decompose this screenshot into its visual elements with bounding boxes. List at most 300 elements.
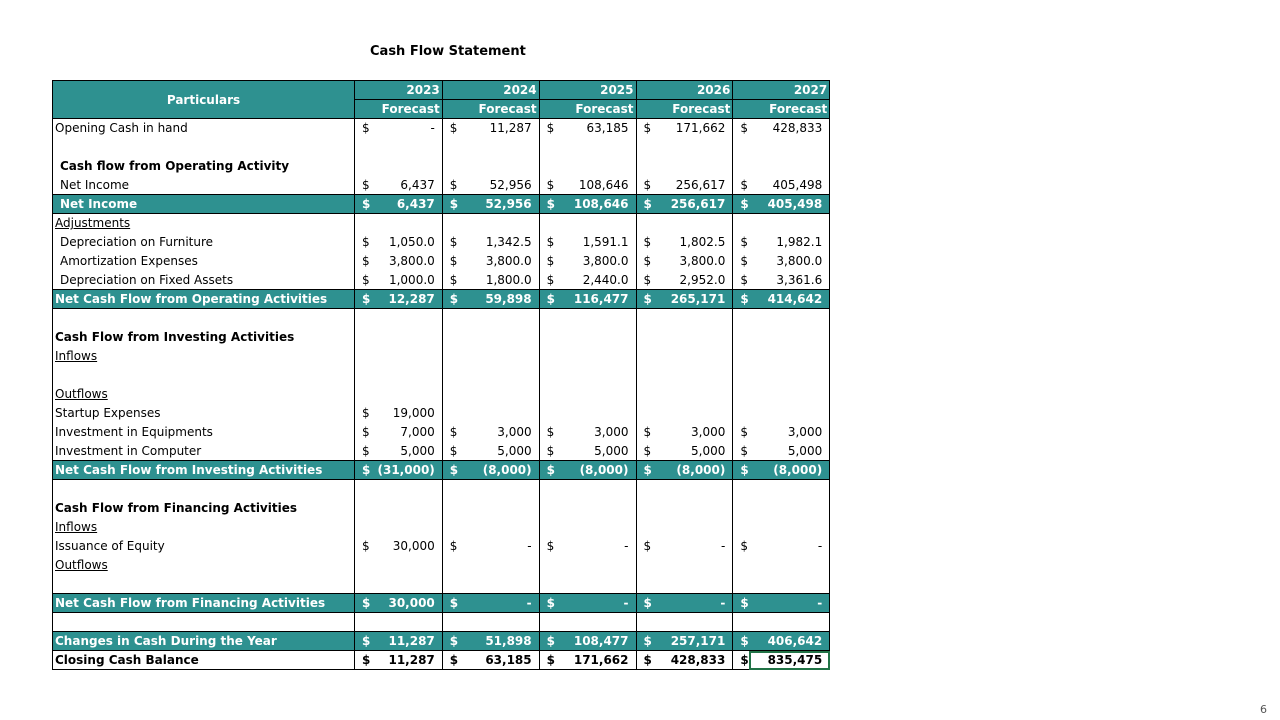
currency-cell[interactable]: $ [442, 651, 458, 670]
value-cell[interactable] [652, 480, 733, 499]
currency-cell[interactable] [636, 328, 652, 347]
currency-cell[interactable] [733, 157, 749, 176]
currency-cell[interactable] [442, 157, 458, 176]
value-cell[interactable] [652, 556, 733, 575]
value-cell[interactable]: 59,898 [458, 290, 539, 309]
currency-cell[interactable]: $ [539, 537, 555, 556]
value-cell[interactable] [555, 575, 636, 594]
value-cell[interactable]: (31,000) [378, 461, 443, 480]
row-label[interactable]: Changes in Cash During the Year [53, 632, 355, 651]
currency-cell[interactable] [636, 556, 652, 575]
value-cell[interactable] [652, 138, 733, 157]
value-cell[interactable] [652, 366, 733, 385]
value-cell[interactable]: 3,800.0 [652, 252, 733, 271]
value-cell[interactable]: - [555, 594, 636, 613]
currency-cell[interactable]: $ [539, 252, 555, 271]
currency-cell[interactable] [733, 309, 749, 328]
currency-cell[interactable] [636, 347, 652, 366]
value-cell[interactable] [378, 138, 443, 157]
currency-cell[interactable] [539, 613, 555, 632]
value-cell[interactable] [555, 157, 636, 176]
currency-cell[interactable] [733, 404, 749, 423]
currency-cell[interactable]: $ [355, 176, 378, 195]
currency-cell[interactable]: $ [355, 651, 378, 670]
value-cell[interactable] [458, 556, 539, 575]
row-label[interactable]: Net Income [53, 176, 355, 195]
currency-cell[interactable]: $ [636, 651, 652, 670]
value-cell[interactable]: - [652, 537, 733, 556]
value-cell[interactable] [378, 480, 443, 499]
empty-cell[interactable] [53, 138, 355, 157]
header-forecast[interactable]: Forecast [355, 100, 443, 119]
currency-cell[interactable] [539, 214, 555, 233]
currency-cell[interactable]: $ [355, 461, 378, 480]
value-cell[interactable]: 2,952.0 [652, 271, 733, 290]
value-cell[interactable] [555, 138, 636, 157]
value-cell[interactable] [458, 499, 539, 518]
value-cell[interactable]: - [652, 594, 733, 613]
currency-cell[interactable]: $ [355, 632, 378, 651]
value-cell[interactable]: 63,185 [458, 651, 539, 670]
currency-cell[interactable]: $ [733, 176, 749, 195]
currency-cell[interactable] [733, 366, 749, 385]
row-label[interactable]: Opening Cash in hand [53, 119, 355, 138]
value-cell[interactable]: 3,800.0 [378, 252, 443, 271]
value-cell[interactable]: 2,440.0 [555, 271, 636, 290]
currency-cell[interactable] [539, 575, 555, 594]
currency-cell[interactable]: $ [733, 233, 749, 252]
value-cell[interactable]: 63,185 [555, 119, 636, 138]
currency-cell[interactable] [636, 575, 652, 594]
value-cell[interactable] [458, 347, 539, 366]
header-year[interactable]: 2024 [442, 81, 539, 100]
value-cell[interactable] [458, 309, 539, 328]
currency-cell[interactable] [442, 328, 458, 347]
value-cell[interactable]: 1,982.1 [749, 233, 830, 252]
currency-cell[interactable]: $ [636, 195, 652, 214]
currency-cell[interactable] [355, 518, 378, 537]
value-cell[interactable]: 405,498 [749, 176, 830, 195]
value-cell[interactable] [458, 157, 539, 176]
value-cell[interactable] [555, 613, 636, 632]
currency-cell[interactable] [355, 499, 378, 518]
row-label[interactable]: Investment in Computer [53, 442, 355, 461]
value-cell[interactable]: 1,800.0 [458, 271, 539, 290]
header-year[interactable]: 2026 [636, 81, 733, 100]
value-cell[interactable] [378, 347, 443, 366]
currency-cell[interactable]: $ [733, 271, 749, 290]
value-cell[interactable] [749, 499, 830, 518]
currency-cell[interactable]: $ [442, 271, 458, 290]
currency-cell[interactable] [355, 157, 378, 176]
value-cell[interactable] [378, 366, 443, 385]
value-cell[interactable]: - [458, 594, 539, 613]
value-cell[interactable] [378, 575, 443, 594]
value-cell[interactable]: 3,800.0 [458, 252, 539, 271]
currency-cell[interactable]: $ [355, 195, 378, 214]
value-cell[interactable] [652, 309, 733, 328]
currency-cell[interactable]: $ [355, 442, 378, 461]
value-cell[interactable]: 3,800.0 [749, 252, 830, 271]
empty-cell[interactable] [53, 613, 355, 632]
value-cell[interactable] [749, 404, 830, 423]
currency-cell[interactable]: $ [539, 271, 555, 290]
value-cell[interactable]: 5,000 [458, 442, 539, 461]
currency-cell[interactable] [636, 480, 652, 499]
value-cell[interactable]: - [458, 537, 539, 556]
currency-cell[interactable]: $ [733, 195, 749, 214]
value-cell[interactable]: 116,477 [555, 290, 636, 309]
value-cell[interactable]: 3,000 [555, 423, 636, 442]
value-cell[interactable]: - [749, 537, 830, 556]
currency-cell[interactable]: $ [539, 423, 555, 442]
header-particulars[interactable]: Particulars [53, 81, 355, 119]
value-cell[interactable] [652, 347, 733, 366]
value-cell[interactable]: 3,361.6 [749, 271, 830, 290]
value-cell[interactable] [458, 214, 539, 233]
value-cell[interactable] [378, 385, 443, 404]
value-cell[interactable]: - [378, 119, 443, 138]
value-cell[interactable]: - [555, 537, 636, 556]
currency-cell[interactable] [539, 404, 555, 423]
value-cell[interactable] [652, 328, 733, 347]
currency-cell[interactable] [539, 518, 555, 537]
value-cell[interactable] [555, 404, 636, 423]
value-cell[interactable]: - [749, 594, 830, 613]
value-cell[interactable] [555, 385, 636, 404]
row-label[interactable] [53, 347, 355, 366]
currency-cell[interactable] [442, 385, 458, 404]
value-cell[interactable] [378, 613, 443, 632]
value-cell[interactable] [555, 518, 636, 537]
currency-cell[interactable] [539, 366, 555, 385]
currency-cell[interactable]: $ [442, 252, 458, 271]
currency-cell[interactable] [355, 480, 378, 499]
value-cell[interactable] [555, 556, 636, 575]
currency-cell[interactable]: $ [539, 290, 555, 309]
currency-cell[interactable]: $ [733, 119, 749, 138]
currency-cell[interactable]: $ [442, 461, 458, 480]
value-cell[interactable] [652, 157, 733, 176]
row-label[interactable]: Net Cash Flow from Operating Activities [53, 290, 355, 309]
header-forecast[interactable]: Forecast [636, 100, 733, 119]
value-cell[interactable]: 7,000 [378, 423, 443, 442]
currency-cell[interactable]: $ [733, 252, 749, 271]
value-cell[interactable]: 1,802.5 [652, 233, 733, 252]
currency-cell[interactable]: $ [442, 290, 458, 309]
currency-cell[interactable]: $ [636, 252, 652, 271]
value-cell[interactable] [749, 328, 830, 347]
value-cell[interactable]: 171,662 [652, 119, 733, 138]
currency-cell[interactable]: $ [442, 537, 458, 556]
row-label[interactable]: Depreciation on Furniture [53, 233, 355, 252]
currency-cell[interactable] [355, 385, 378, 404]
value-cell[interactable]: (8,000) [749, 461, 830, 480]
value-cell[interactable] [555, 328, 636, 347]
currency-cell[interactable] [442, 366, 458, 385]
currency-cell[interactable] [636, 499, 652, 518]
value-cell[interactable] [458, 613, 539, 632]
row-label[interactable]: Net Income [53, 195, 355, 214]
value-cell[interactable]: 3,000 [749, 423, 830, 442]
currency-cell[interactable] [442, 480, 458, 499]
currency-cell[interactable]: $ [442, 632, 458, 651]
value-cell[interactable]: 414,642 [749, 290, 830, 309]
value-cell[interactable]: 52,956 [458, 176, 539, 195]
currency-cell[interactable] [442, 556, 458, 575]
currency-cell[interactable] [442, 347, 458, 366]
value-cell[interactable] [652, 499, 733, 518]
currency-cell[interactable] [539, 385, 555, 404]
currency-cell[interactable]: $ [636, 290, 652, 309]
currency-cell[interactable]: $ [355, 119, 378, 138]
currency-cell[interactable]: $ [355, 290, 378, 309]
currency-cell[interactable]: $ [442, 233, 458, 252]
currency-cell[interactable] [636, 385, 652, 404]
empty-cell[interactable] [53, 480, 355, 499]
currency-cell[interactable] [442, 613, 458, 632]
value-cell[interactable]: 6,437 [378, 195, 443, 214]
currency-cell[interactable] [733, 556, 749, 575]
currency-cell[interactable] [539, 480, 555, 499]
value-cell[interactable] [378, 157, 443, 176]
value-cell[interactable]: 835,475 [749, 651, 830, 670]
currency-cell[interactable]: $ [733, 290, 749, 309]
value-cell[interactable] [458, 575, 539, 594]
currency-cell[interactable] [733, 347, 749, 366]
header-year[interactable]: 2025 [539, 81, 636, 100]
value-cell[interactable]: 11,287 [378, 651, 443, 670]
value-cell[interactable] [749, 556, 830, 575]
currency-cell[interactable]: $ [355, 233, 378, 252]
value-cell[interactable] [555, 480, 636, 499]
header-forecast[interactable]: Forecast [733, 100, 830, 119]
currency-cell[interactable] [733, 575, 749, 594]
row-label[interactable]: Cash flow from Operating Activity [53, 157, 355, 176]
value-cell[interactable] [652, 214, 733, 233]
value-cell[interactable]: 30,000 [378, 594, 443, 613]
currency-cell[interactable] [442, 309, 458, 328]
value-cell[interactable] [749, 366, 830, 385]
currency-cell[interactable]: $ [539, 594, 555, 613]
value-cell[interactable]: 108,477 [555, 632, 636, 651]
value-cell[interactable] [749, 157, 830, 176]
currency-cell[interactable]: $ [355, 423, 378, 442]
currency-cell[interactable]: $ [442, 195, 458, 214]
header-forecast[interactable]: Forecast [442, 100, 539, 119]
currency-cell[interactable] [442, 214, 458, 233]
value-cell[interactable] [749, 385, 830, 404]
currency-cell[interactable]: $ [539, 233, 555, 252]
value-cell[interactable]: 3,000 [458, 423, 539, 442]
currency-cell[interactable] [539, 138, 555, 157]
row-label[interactable]: Startup Expenses [53, 404, 355, 423]
value-cell[interactable] [749, 138, 830, 157]
value-cell[interactable]: 19,000 [378, 404, 443, 423]
value-cell[interactable] [749, 518, 830, 537]
currency-cell[interactable]: $ [636, 271, 652, 290]
value-cell[interactable] [555, 214, 636, 233]
value-cell[interactable] [749, 613, 830, 632]
row-label[interactable] [53, 556, 355, 575]
currency-cell[interactable]: $ [539, 651, 555, 670]
currency-cell[interactable] [539, 347, 555, 366]
currency-cell[interactable] [442, 575, 458, 594]
value-cell[interactable]: 428,833 [652, 651, 733, 670]
row-label[interactable] [53, 518, 355, 537]
currency-cell[interactable] [636, 518, 652, 537]
currency-cell[interactable] [442, 404, 458, 423]
empty-cell[interactable] [53, 575, 355, 594]
value-cell[interactable] [555, 347, 636, 366]
row-label[interactable]: Depreciation on Fixed Assets [53, 271, 355, 290]
currency-cell[interactable]: $ [539, 195, 555, 214]
currency-cell[interactable]: $ [539, 119, 555, 138]
currency-cell[interactable] [355, 366, 378, 385]
value-cell[interactable] [555, 366, 636, 385]
value-cell[interactable]: 256,617 [652, 176, 733, 195]
currency-cell[interactable]: $ [636, 423, 652, 442]
currency-cell[interactable]: $ [355, 594, 378, 613]
currency-cell[interactable] [539, 556, 555, 575]
value-cell[interactable]: 428,833 [749, 119, 830, 138]
value-cell[interactable]: 108,646 [555, 176, 636, 195]
header-year[interactable]: 2027 [733, 81, 830, 100]
header-year[interactable]: 2023 [355, 81, 443, 100]
currency-cell[interactable]: $ [733, 632, 749, 651]
value-cell[interactable]: 1,000.0 [378, 271, 443, 290]
value-cell[interactable]: 405,498 [749, 195, 830, 214]
currency-cell[interactable] [636, 138, 652, 157]
currency-cell[interactable]: $ [636, 461, 652, 480]
value-cell[interactable] [749, 575, 830, 594]
header-forecast[interactable]: Forecast [539, 100, 636, 119]
value-cell[interactable] [749, 309, 830, 328]
value-cell[interactable]: 5,000 [378, 442, 443, 461]
empty-cell[interactable] [53, 309, 355, 328]
currency-cell[interactable] [355, 138, 378, 157]
value-cell[interactable]: 5,000 [749, 442, 830, 461]
currency-cell[interactable] [733, 480, 749, 499]
value-cell[interactable]: 51,898 [458, 632, 539, 651]
currency-cell[interactable] [539, 499, 555, 518]
row-label[interactable]: Net Cash Flow from Financing Activities [53, 594, 355, 613]
value-cell[interactable]: 256,617 [652, 195, 733, 214]
value-cell[interactable] [749, 480, 830, 499]
currency-cell[interactable]: $ [442, 594, 458, 613]
row-label[interactable]: Cash Flow from Financing Activities [53, 499, 355, 518]
currency-cell[interactable] [442, 518, 458, 537]
currency-cell[interactable]: $ [442, 423, 458, 442]
currency-cell[interactable] [636, 157, 652, 176]
currency-cell[interactable]: $ [733, 537, 749, 556]
value-cell[interactable]: 171,662 [555, 651, 636, 670]
value-cell[interactable]: 3,800.0 [555, 252, 636, 271]
value-cell[interactable]: 5,000 [652, 442, 733, 461]
currency-cell[interactable] [442, 138, 458, 157]
currency-cell[interactable]: $ [636, 176, 652, 195]
currency-cell[interactable]: $ [355, 271, 378, 290]
currency-cell[interactable]: $ [539, 461, 555, 480]
currency-cell[interactable]: $ [733, 651, 749, 670]
currency-cell[interactable]: $ [442, 176, 458, 195]
currency-cell[interactable] [636, 366, 652, 385]
currency-cell[interactable]: $ [636, 442, 652, 461]
value-cell[interactable] [378, 499, 443, 518]
row-label[interactable]: Net Cash Flow from Investing Activities [53, 461, 355, 480]
value-cell[interactable]: 5,000 [555, 442, 636, 461]
value-cell[interactable] [458, 385, 539, 404]
currency-cell[interactable] [355, 214, 378, 233]
currency-cell[interactable] [355, 613, 378, 632]
row-label[interactable]: Investment in Equipments [53, 423, 355, 442]
currency-cell[interactable] [355, 556, 378, 575]
currency-cell[interactable] [733, 499, 749, 518]
value-cell[interactable]: 12,287 [378, 290, 443, 309]
currency-cell[interactable] [442, 499, 458, 518]
row-label[interactable] [53, 214, 355, 233]
currency-cell[interactable] [539, 309, 555, 328]
value-cell[interactable]: 265,171 [652, 290, 733, 309]
currency-cell[interactable]: $ [636, 119, 652, 138]
value-cell[interactable]: 11,287 [378, 632, 443, 651]
value-cell[interactable]: (8,000) [555, 461, 636, 480]
currency-cell[interactable]: $ [539, 632, 555, 651]
value-cell[interactable] [378, 214, 443, 233]
currency-cell[interactable]: $ [442, 119, 458, 138]
currency-cell[interactable] [733, 518, 749, 537]
value-cell[interactable] [458, 366, 539, 385]
row-label[interactable]: Cash Flow from Investing Activities [53, 328, 355, 347]
value-cell[interactable] [749, 214, 830, 233]
value-cell[interactable] [652, 518, 733, 537]
value-cell[interactable]: 257,171 [652, 632, 733, 651]
value-cell[interactable]: 11,287 [458, 119, 539, 138]
currency-cell[interactable] [355, 575, 378, 594]
value-cell[interactable] [652, 613, 733, 632]
currency-cell[interactable]: $ [355, 404, 378, 423]
currency-cell[interactable]: $ [355, 252, 378, 271]
value-cell[interactable] [652, 575, 733, 594]
value-cell[interactable] [652, 385, 733, 404]
value-cell[interactable] [458, 480, 539, 499]
currency-cell[interactable]: $ [636, 594, 652, 613]
currency-cell[interactable]: $ [539, 176, 555, 195]
empty-cell[interactable] [53, 366, 355, 385]
currency-cell[interactable] [733, 328, 749, 347]
value-cell[interactable]: 6,437 [378, 176, 443, 195]
currency-cell[interactable] [355, 309, 378, 328]
value-cell[interactable]: 406,642 [749, 632, 830, 651]
currency-cell[interactable] [636, 404, 652, 423]
currency-cell[interactable]: $ [636, 632, 652, 651]
value-cell[interactable] [378, 518, 443, 537]
value-cell[interactable]: 30,000 [378, 537, 443, 556]
value-cell[interactable]: 1,591.1 [555, 233, 636, 252]
currency-cell[interactable]: $ [442, 442, 458, 461]
value-cell[interactable]: 108,646 [555, 195, 636, 214]
currency-cell[interactable]: $ [539, 442, 555, 461]
currency-cell[interactable] [733, 138, 749, 157]
currency-cell[interactable] [733, 214, 749, 233]
currency-cell[interactable]: $ [733, 461, 749, 480]
currency-cell[interactable] [733, 613, 749, 632]
value-cell[interactable]: 3,000 [652, 423, 733, 442]
value-cell[interactable] [378, 309, 443, 328]
currency-cell[interactable] [636, 613, 652, 632]
value-cell[interactable] [652, 404, 733, 423]
value-cell[interactable] [458, 404, 539, 423]
